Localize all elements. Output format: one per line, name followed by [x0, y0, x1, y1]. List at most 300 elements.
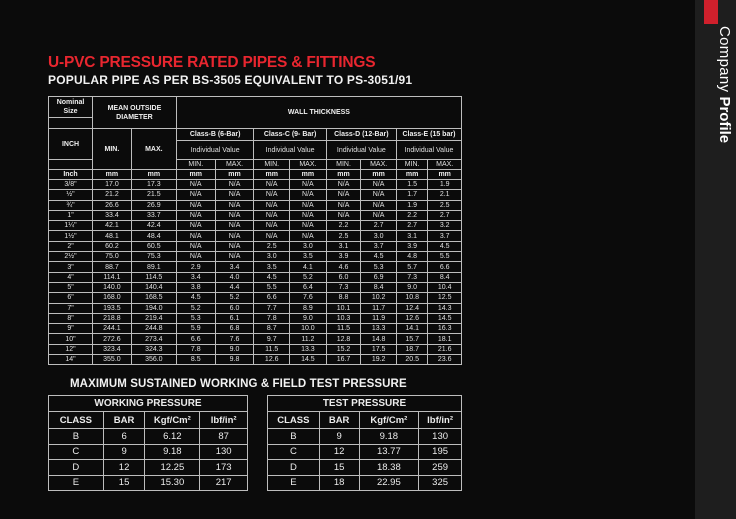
table-cell: 168.0: [93, 293, 132, 303]
table-cell: 114.5: [131, 272, 176, 282]
table-cell: 2.2: [326, 221, 361, 231]
table-cell: 16.7: [326, 355, 361, 365]
table-cell: 33.7: [131, 210, 176, 220]
table-cell: 3.8: [176, 282, 215, 292]
table-row: [268, 460, 462, 476]
header-class-d: Class-D (12-Bar): [326, 129, 396, 141]
table-cell: D: [268, 460, 320, 476]
table-cell: 23.6: [428, 355, 462, 365]
table-cell: 7.3: [326, 282, 361, 292]
table-cell: 3.0: [254, 252, 290, 262]
unit-mm: mm: [93, 170, 132, 180]
table-cell: 48.1: [93, 231, 132, 241]
table-cell: 356.0: [131, 355, 176, 365]
table-cell: 4.5: [361, 252, 397, 262]
table-cell: 355.0: [93, 355, 132, 365]
table-cell: N/A: [215, 252, 254, 262]
table-cell: 195: [419, 444, 462, 460]
table-cell: N/A: [254, 200, 290, 210]
table-cell: 33.4: [93, 210, 132, 220]
table-cell: 26.9: [131, 200, 176, 210]
unit-mm: mm: [254, 170, 290, 180]
header-individual-value-e: Individual Value: [396, 141, 461, 160]
table-cell: 8.8: [326, 293, 361, 303]
table-row: [49, 429, 248, 445]
table-cell: 7.7: [254, 303, 290, 313]
table-cell: 4.5: [176, 293, 215, 303]
table-cell: 1.5: [396, 180, 427, 190]
table-cell: 60.5: [131, 241, 176, 251]
table-cell: 140.4: [131, 282, 176, 292]
table-cell: 18.7: [396, 344, 427, 354]
table-cell: 3.9: [396, 241, 427, 251]
table-cell: 3.4: [176, 272, 215, 282]
table-cell: ½": [49, 190, 93, 200]
test-pressure-body: [268, 429, 462, 491]
table-cell: 3.7: [361, 241, 397, 251]
table-cell: 4.5: [254, 272, 290, 282]
tp-header-class: CLASS: [268, 412, 320, 429]
table-cell: N/A: [215, 180, 254, 190]
table-cell: 14.3: [428, 303, 462, 313]
header-d-max: MAX.: [361, 160, 397, 170]
table-cell: N/A: [215, 210, 254, 220]
header-e-min: MIN.: [396, 160, 427, 170]
table-cell: N/A: [176, 210, 215, 220]
tp-header-lbf: lbf/in²: [419, 412, 462, 429]
table-cell: 3.0: [290, 241, 327, 251]
header-b-max: MAX.: [215, 160, 254, 170]
table-cell: 6.6: [428, 262, 462, 272]
table-cell: 16.3: [428, 324, 462, 334]
table-cell: 5.9: [176, 324, 215, 334]
table-cell: 272.6: [93, 334, 132, 344]
header-mean-od: MEAN OUTSIDE DIAMETER: [93, 97, 177, 129]
table-cell: 17.0: [93, 180, 132, 190]
table-cell: N/A: [176, 252, 215, 262]
table-cell: 10.3: [326, 313, 361, 323]
table-cell: 14.5: [428, 313, 462, 323]
unit-mm: mm: [428, 170, 462, 180]
table-cell: 2.5: [254, 241, 290, 251]
table-row: [268, 444, 462, 460]
table-cell: 4.1: [290, 262, 327, 272]
header-class-e: Class-E (15 bar): [396, 129, 461, 141]
table-cell: 21.2: [93, 190, 132, 200]
table-row: [49, 313, 462, 323]
table-cell: 8.5: [176, 355, 215, 365]
table-cell: N/A: [326, 210, 361, 220]
table-cell: 42.1: [93, 221, 132, 231]
table-cell: 8.7: [254, 324, 290, 334]
table-cell: 15: [103, 475, 145, 491]
table-cell: 19.2: [361, 355, 397, 365]
table-cell: 168.5: [131, 293, 176, 303]
table-cell: D: [49, 460, 104, 476]
page-title: U-PVC PRESSURE RATED PIPES & FITTINGS: [48, 54, 376, 71]
table-cell: 14.1: [396, 324, 427, 334]
table-cell: 9.18: [145, 444, 200, 460]
table-row: [49, 180, 462, 190]
table-cell: 12: [319, 444, 359, 460]
table-cell: 194.0: [131, 303, 176, 313]
header-wall-thickness: WALL THICKNESS: [176, 97, 461, 129]
table-cell: 5.2: [176, 303, 215, 313]
table-cell: 2": [49, 241, 93, 251]
sidebar-company: Company: [716, 26, 733, 93]
table-cell: 8.4: [361, 282, 397, 292]
red-tab-marker: [704, 0, 718, 24]
table-cell: 3.4: [215, 262, 254, 272]
table-cell: N/A: [176, 190, 215, 200]
table-cell: 8": [49, 313, 93, 323]
table-cell: 13.3: [361, 324, 397, 334]
table-cell: 4.8: [396, 252, 427, 262]
header-individual-value-c: Individual Value: [254, 141, 326, 160]
table-cell: N/A: [361, 190, 397, 200]
unit-mm: mm: [131, 170, 176, 180]
table-cell: N/A: [215, 231, 254, 241]
table-cell: 48.4: [131, 231, 176, 241]
table-cell: 6": [49, 293, 93, 303]
table-cell: 14": [49, 355, 93, 365]
table-row: [49, 262, 462, 272]
table-cell: 9: [319, 429, 359, 445]
table-row: [49, 282, 462, 292]
table-cell: N/A: [215, 221, 254, 231]
spec-table-body: [49, 180, 462, 365]
table-row: [49, 221, 462, 231]
table-cell: 17.5: [361, 344, 397, 354]
table-cell: N/A: [254, 180, 290, 190]
table-cell: N/A: [176, 180, 215, 190]
table-cell: 14.8: [361, 334, 397, 344]
table-cell: 4.4: [215, 282, 254, 292]
table-cell: 273.4: [131, 334, 176, 344]
table-cell: 2½": [49, 252, 93, 262]
table-cell: 6.0: [326, 272, 361, 282]
sidebar-label: [697, 26, 733, 206]
table-cell: N/A: [290, 221, 327, 231]
table-cell: N/A: [361, 200, 397, 210]
table-row: [49, 252, 462, 262]
table-cell: 7.6: [290, 293, 327, 303]
table-cell: 9.0: [396, 282, 427, 292]
table-cell: 12.25: [145, 460, 200, 476]
table-row: [49, 344, 462, 354]
table-cell: E: [49, 475, 104, 491]
table-cell: 88.7: [93, 262, 132, 272]
table-cell: 5.5: [428, 252, 462, 262]
test-pressure-table: [267, 395, 462, 491]
table-row: [49, 303, 462, 313]
table-cell: 9.0: [215, 344, 254, 354]
table-cell: 18.38: [359, 460, 419, 476]
unit-mm: mm: [361, 170, 397, 180]
table-cell: 75.0: [93, 252, 132, 262]
table-row: [49, 355, 462, 365]
table-row: [268, 429, 462, 445]
table-cell: B: [49, 429, 104, 445]
table-cell: N/A: [361, 210, 397, 220]
table-cell: B: [268, 429, 320, 445]
table-cell: 3.1: [396, 231, 427, 241]
table-cell: 21.6: [428, 344, 462, 354]
table-cell: N/A: [215, 190, 254, 200]
table-cell: 9.18: [359, 429, 419, 445]
table-cell: E: [268, 475, 320, 491]
table-cell: 325: [419, 475, 462, 491]
table-cell: N/A: [326, 190, 361, 200]
table-cell: 10.8: [396, 293, 427, 303]
header-od-min: MIN.: [93, 129, 132, 170]
unit-mm: mm: [326, 170, 361, 180]
table-cell: 1¼": [49, 221, 93, 231]
table-cell: 12.5: [428, 293, 462, 303]
table-cell: N/A: [176, 200, 215, 210]
header-b-min: MIN.: [176, 160, 215, 170]
table-cell: 219.4: [131, 313, 176, 323]
table-cell: 9.7: [254, 334, 290, 344]
table-cell: 10.2: [361, 293, 397, 303]
table-cell: N/A: [290, 180, 327, 190]
table-cell: 3.5: [290, 252, 327, 262]
header-nominal-size: Nominal Size: [49, 97, 93, 118]
table-cell: N/A: [326, 200, 361, 210]
table-cell: 4.6: [326, 262, 361, 272]
header-od-max: MAX.: [131, 129, 176, 170]
table-cell: 7": [49, 303, 93, 313]
unit-inch: Inch: [49, 170, 93, 180]
table-cell: 9.0: [290, 313, 327, 323]
table-cell: 18.1: [428, 334, 462, 344]
table-cell: 3.7: [428, 231, 462, 241]
table-cell: 20.5: [396, 355, 427, 365]
header-inch: INCH: [49, 129, 93, 160]
table-cell: 12.8: [326, 334, 361, 344]
table-cell: 11.9: [361, 313, 397, 323]
unit-mm: mm: [396, 170, 427, 180]
table-cell: N/A: [254, 231, 290, 241]
table-cell: 6: [103, 429, 145, 445]
table-cell: 75.3: [131, 252, 176, 262]
table-cell: 140.0: [93, 282, 132, 292]
table-cell: 12": [49, 344, 93, 354]
table-cell: 3.2: [428, 221, 462, 231]
table-cell: 3.9: [326, 252, 361, 262]
table-cell: 1.7: [396, 190, 427, 200]
table-cell: N/A: [254, 190, 290, 200]
table-cell: 244.8: [131, 324, 176, 334]
table-cell: 259: [419, 460, 462, 476]
table-cell: N/A: [326, 180, 361, 190]
table-cell: 3": [49, 262, 93, 272]
table-cell: 13.3: [290, 344, 327, 354]
table-cell: 114.1: [93, 272, 132, 282]
table-cell: 6.4: [290, 282, 327, 292]
table-row: [49, 460, 248, 476]
table-cell: N/A: [290, 231, 327, 241]
table-cell: 11.5: [254, 344, 290, 354]
table-cell: N/A: [254, 210, 290, 220]
table-cell: 1½": [49, 231, 93, 241]
tp-header-kgf: Kgf/Cm²: [359, 412, 419, 429]
table-cell: 10.4: [428, 282, 462, 292]
table-row: [49, 210, 462, 220]
table-cell: 15.2: [326, 344, 361, 354]
table-cell: 6.9: [361, 272, 397, 282]
header-individual-value-d: Individual Value: [326, 141, 396, 160]
unit-mm: mm: [176, 170, 215, 180]
table-cell: 5.3: [361, 262, 397, 272]
header-c-min: MIN.: [254, 160, 290, 170]
table-row: [49, 324, 462, 334]
table-cell: 6.8: [215, 324, 254, 334]
table-cell: 10.0: [290, 324, 327, 334]
table-cell: 3/8": [49, 180, 93, 190]
table-row: [49, 200, 462, 210]
table-cell: 42.4: [131, 221, 176, 231]
table-cell: 7.8: [176, 344, 215, 354]
table-row: [49, 272, 462, 282]
sidebar-profile: Profile: [716, 96, 733, 144]
table-cell: 60.2: [93, 241, 132, 251]
table-cell: 10.1: [326, 303, 361, 313]
table-row: [49, 334, 462, 344]
pressure-section-title: MAXIMUM SUSTAINED WORKING & FIELD TEST PRESSURE: [70, 378, 407, 390]
table-cell: 11.2: [290, 334, 327, 344]
table-cell: 5.7: [396, 262, 427, 272]
table-cell: C: [49, 444, 104, 460]
table-row: [49, 293, 462, 303]
header-d-min: MIN.: [326, 160, 361, 170]
table-cell: 13.77: [359, 444, 419, 460]
table-cell: 2.7: [361, 221, 397, 231]
working-pressure-caption: WORKING PRESSURE: [49, 396, 248, 412]
table-cell: 12.6: [254, 355, 290, 365]
table-cell: 130: [419, 429, 462, 445]
pipe-spec-table: [48, 96, 462, 365]
table-cell: N/A: [215, 200, 254, 210]
table-cell: 8.4: [428, 272, 462, 282]
table-cell: 22.95: [359, 475, 419, 491]
table-cell: 2.7: [396, 221, 427, 231]
table-cell: 9: [103, 444, 145, 460]
table-cell: 5.3: [176, 313, 215, 323]
table-cell: 5.2: [215, 293, 254, 303]
table-cell: 15.7: [396, 334, 427, 344]
table-cell: 323.4: [93, 344, 132, 354]
table-cell: C: [268, 444, 320, 460]
table-cell: 2.2: [396, 210, 427, 220]
page-subtitle: POPULAR PIPE AS PER BS-3505 EQUIVALENT TO PS-3051/91: [48, 73, 413, 87]
table-cell: 130: [200, 444, 248, 460]
table-cell: 6.1: [215, 313, 254, 323]
table-cell: 2.5: [326, 231, 361, 241]
table-cell: 15: [319, 460, 359, 476]
table-cell: 324.3: [131, 344, 176, 354]
wp-header-kgf: Kgf/Cm²: [145, 412, 200, 429]
table-cell: N/A: [176, 221, 215, 231]
table-cell: 26.6: [93, 200, 132, 210]
table-cell: 5.5: [254, 282, 290, 292]
working-pressure-body: [49, 429, 248, 491]
table-cell: 5": [49, 282, 93, 292]
table-cell: 3.0: [361, 231, 397, 241]
table-cell: 9": [49, 324, 93, 334]
table-cell: 17.3: [131, 180, 176, 190]
table-cell: 193.5: [93, 303, 132, 313]
table-cell: 87: [200, 429, 248, 445]
header-e-max: MAX.: [428, 160, 462, 170]
table-cell: N/A: [176, 231, 215, 241]
table-cell: N/A: [361, 180, 397, 190]
table-cell: 15.30: [145, 475, 200, 491]
table-cell: 5.2: [290, 272, 327, 282]
table-cell: 11.5: [326, 324, 361, 334]
table-cell: 8.9: [290, 303, 327, 313]
header-class-b: Class-B (6-Bar): [176, 129, 254, 141]
table-row: [49, 241, 462, 251]
tp-header-bar: BAR: [319, 412, 359, 429]
table-cell: 3.5: [254, 262, 290, 272]
table-row: [49, 231, 462, 241]
table-cell: 14.5: [290, 355, 327, 365]
table-cell: 4.0: [215, 272, 254, 282]
table-cell: 218.8: [93, 313, 132, 323]
table-cell: 1.9: [396, 200, 427, 210]
test-pressure-caption: TEST PRESSURE: [268, 396, 462, 412]
table-cell: 7.8: [254, 313, 290, 323]
table-row: [49, 190, 462, 200]
table-cell: 4.5: [428, 241, 462, 251]
table-cell: 1.9: [428, 180, 462, 190]
table-cell: 10": [49, 334, 93, 344]
table-cell: 1": [49, 210, 93, 220]
table-cell: 12.6: [396, 313, 427, 323]
table-cell: 173: [200, 460, 248, 476]
table-cell: N/A: [176, 241, 215, 251]
table-cell: 2.5: [428, 200, 462, 210]
table-cell: 12.4: [396, 303, 427, 313]
table-cell: 89.1: [131, 262, 176, 272]
working-pressure-table: [48, 395, 248, 491]
table-cell: ¾": [49, 200, 93, 210]
table-cell: 6.0: [215, 303, 254, 313]
table-cell: 3.1: [326, 241, 361, 251]
wp-header-bar: BAR: [103, 412, 145, 429]
unit-mm: mm: [290, 170, 327, 180]
table-cell: 21.5: [131, 190, 176, 200]
table-cell: 7.6: [215, 334, 254, 344]
table-cell: 6.6: [176, 334, 215, 344]
table-cell: N/A: [290, 210, 327, 220]
table-cell: N/A: [290, 190, 327, 200]
table-cell: 6.12: [145, 429, 200, 445]
wp-header-class: CLASS: [49, 412, 104, 429]
unit-mm: mm: [215, 170, 254, 180]
table-cell: N/A: [215, 241, 254, 251]
header-c-max: MAX.: [290, 160, 327, 170]
table-row: [49, 475, 248, 491]
table-cell: 9.8: [215, 355, 254, 365]
table-cell: 2.7: [428, 210, 462, 220]
table-cell: 18: [319, 475, 359, 491]
table-cell: N/A: [254, 221, 290, 231]
table-cell: 6.6: [254, 293, 290, 303]
table-row: [49, 444, 248, 460]
table-cell: 244.1: [93, 324, 132, 334]
